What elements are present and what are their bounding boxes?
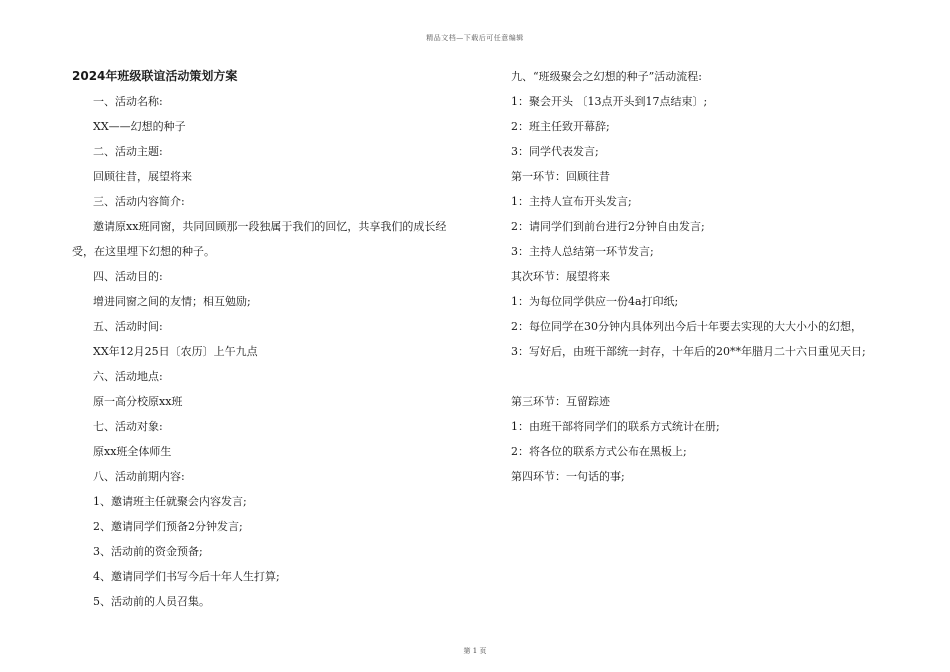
page-header-note: 精品文档—下载后可任意编辑: [426, 34, 524, 42]
text-line: 五、活动时间:: [93, 320, 163, 333]
text-line: 3、活动前的资金预备;: [93, 545, 203, 558]
blank-line: [511, 364, 911, 389]
text-line: 1：为每位同学供应一份4a打印纸;: [511, 295, 679, 308]
text-line: 原xx班全体师生: [93, 445, 172, 458]
text-line: 四、活动目的:: [93, 270, 163, 283]
text-line: 4、邀请同学们书写今后十年人生打算;: [93, 570, 280, 583]
text-line: 原一高分校原xx班: [93, 395, 183, 408]
text-line: 第一环节：回顾往昔: [511, 170, 610, 183]
text-line: 第三环节：互留踪迹: [511, 395, 610, 408]
right-column: [511, 64, 911, 489]
text-line: 一、活动名称:: [93, 95, 163, 108]
text-line: 3：同学代表发言;: [511, 145, 599, 158]
text-line: 八、活动前期内容:: [93, 470, 185, 483]
text-line: 1、邀请班主任就聚会内容发言;: [93, 495, 247, 508]
text-line: 3：写好后，由班干部统一封存，十年后的20**年腊月二十六日重见天日;: [511, 345, 866, 358]
text-line: 5、活动前的人员召集。: [93, 595, 210, 608]
left-column: [72, 64, 472, 614]
text-line: 1：由班干部将同学们的联系方式统计在册;: [511, 420, 720, 433]
text-line: 2：每位同学在30分钟内具体列出今后十年要去实现的大大小小的幻想，: [511, 320, 862, 333]
text-line: 七、活动对象:: [93, 420, 163, 433]
text-line: 增进同窗之间的友情；相互勉励;: [93, 295, 251, 308]
text-line: 回顾往昔，展望将来: [93, 170, 192, 183]
text-line: XX年12月25日〔农历〕上午九点: [93, 345, 258, 358]
text-line: 二、活动主题:: [93, 145, 163, 158]
page-number: 第 1 页: [463, 647, 487, 655]
text-line: 2：请同学们到前台进行2分钟自由发言;: [511, 220, 705, 233]
text-line: 1：主持人宣布开头发言;: [511, 195, 632, 208]
text-line: 1：聚会开头 〔13点开头到17点结束〕;: [511, 95, 708, 108]
document-title: 2024年班级联谊活动策划方案: [72, 69, 238, 83]
text-line: 邀请原xx班同窗，共同回顾那一段独属于我们的回忆，共享我们的成长经: [93, 220, 447, 233]
text-line: XX——幻想的种子: [93, 120, 186, 133]
text-line: 三、活动内容简介:: [93, 195, 185, 208]
text-line: 受，在这里埋下幻想的种子。: [72, 245, 215, 258]
text-line: 3：主持人总结第一环节发言;: [511, 245, 654, 258]
text-line: 2、邀请同学们预备2分钟发言;: [93, 520, 243, 533]
text-line: 其次环节：展望将来: [511, 270, 610, 283]
text-line: 六、活动地点:: [93, 370, 163, 383]
text-line: 2：班主任致开幕辞;: [511, 120, 610, 133]
text-line: 九、“班级聚会之幻想的种子”活动流程:: [511, 70, 702, 83]
text-line: 第四环节：一句话的事;: [511, 470, 625, 483]
text-line: 2：将各位的联系方式公布在黑板上;: [511, 445, 687, 458]
